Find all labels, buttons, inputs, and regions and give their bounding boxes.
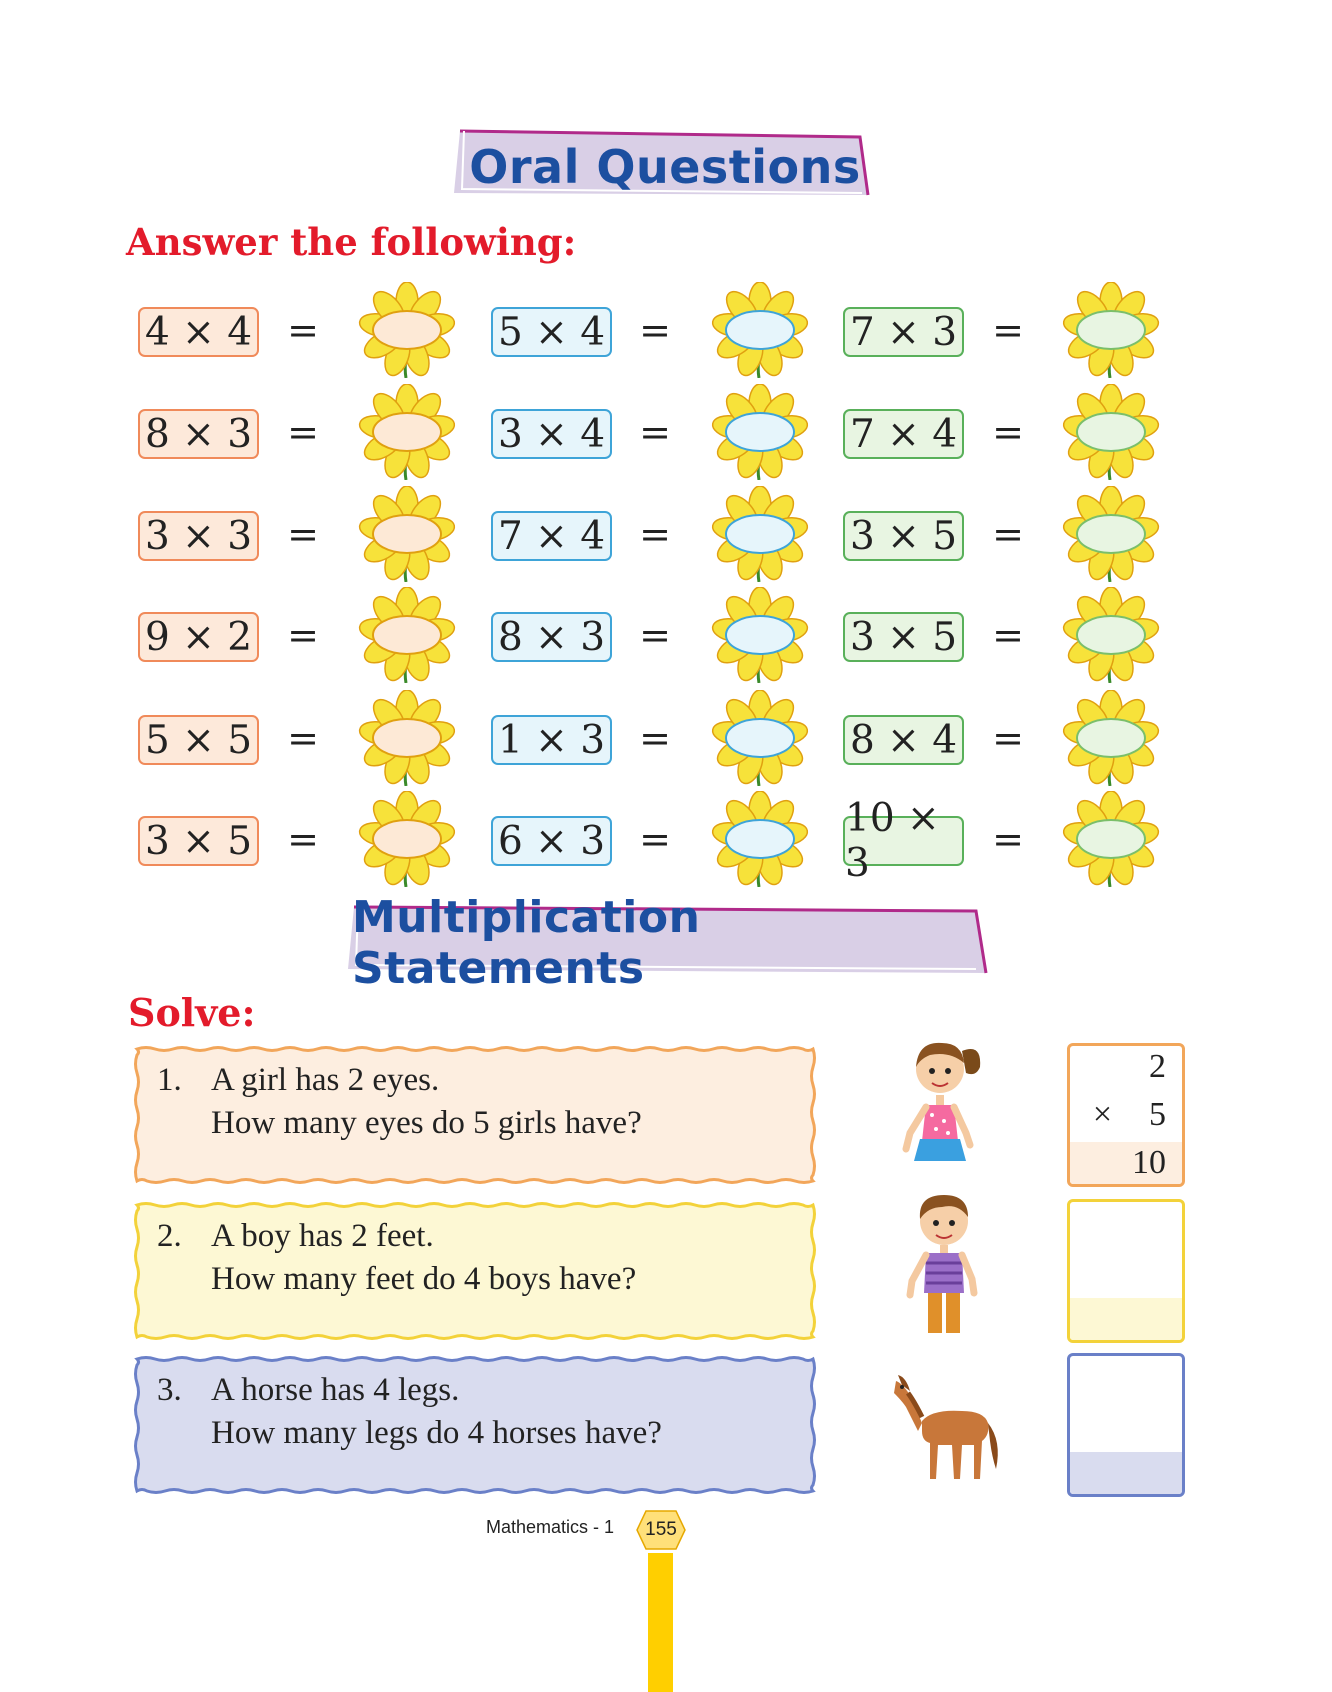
page-color-strip (648, 1553, 673, 1692)
equals-sign: = (992, 716, 1024, 760)
equals-sign: = (639, 716, 671, 760)
multiplication-expression: 3 × 4 (491, 409, 612, 459)
equals-sign: = (287, 512, 319, 556)
multiplication-expression: 7 × 3 (843, 307, 964, 357)
horse-illustration (892, 1361, 1004, 1489)
flower-answer-field[interactable] (1048, 791, 1174, 887)
question-2-box (133, 1199, 817, 1343)
oral-row (0, 506, 1332, 566)
answer-multiplier: 5 (1149, 1096, 1166, 1133)
question-number: 3. (157, 1372, 182, 1408)
oral-questions-title: Oral Questions (469, 140, 861, 194)
multiplication-expression: 3 × 5 (138, 816, 259, 866)
question-number: 2. (157, 1218, 182, 1254)
multiplication-expression: 10 × 3 (843, 816, 964, 866)
equals-sign: = (287, 308, 319, 352)
flower-answer-field[interactable] (344, 791, 470, 887)
equals-sign: = (992, 410, 1024, 454)
multiplication-statements-banner (346, 892, 988, 994)
girl-illustration (900, 1033, 992, 1175)
multiplication-expression: 1 × 3 (491, 715, 612, 765)
flower-answer-field[interactable] (697, 690, 823, 786)
equals-sign: = (992, 308, 1024, 352)
equals-sign: = (639, 410, 671, 454)
flower-answer-field[interactable] (697, 282, 823, 378)
flower-answer-field[interactable] (1048, 384, 1174, 480)
multiplication-expression: 6 × 3 (491, 816, 612, 866)
multiplication-expression: 5 × 4 (491, 307, 612, 357)
oral-row (0, 710, 1332, 770)
equals-sign: = (992, 817, 1024, 861)
multiplication-expression: 3 × 5 (843, 511, 964, 561)
answer-box-3[interactable] (1067, 1353, 1185, 1497)
equals-sign: = (639, 817, 671, 861)
multiplication-expression: 7 × 4 (491, 511, 612, 561)
multiplication-expression: 7 × 4 (843, 409, 964, 459)
question-statement: A girl has 2 eyes. (211, 1062, 440, 1098)
oral-questions-banner (452, 127, 872, 207)
answer-result: 10 (1132, 1144, 1166, 1181)
flower-answer-field[interactable] (697, 587, 823, 683)
question-number: 1. (157, 1062, 182, 1098)
multiplication-expression: 8 × 3 (491, 612, 612, 662)
boy-illustration (902, 1189, 984, 1337)
answer-top-number: 2 (1149, 1048, 1166, 1085)
flower-answer-field[interactable] (344, 384, 470, 480)
flower-answer-field[interactable] (344, 587, 470, 683)
answer-box-2[interactable] (1067, 1199, 1185, 1343)
flower-answer-field[interactable] (1048, 690, 1174, 786)
flower-answer-field[interactable] (344, 690, 470, 786)
flower-answer-field[interactable] (1048, 587, 1174, 683)
equals-sign: = (992, 512, 1024, 556)
equals-sign: = (287, 817, 319, 861)
flower-answer-field[interactable] (697, 791, 823, 887)
flower-answer-field[interactable] (1048, 486, 1174, 582)
question-1-box (133, 1043, 817, 1187)
question-ask: How many legs do 4 horses have? (211, 1415, 662, 1451)
equals-sign: = (287, 716, 319, 760)
multiplication-expression: 4 × 4 (138, 307, 259, 357)
equals-sign: = (639, 308, 671, 352)
multiply-sign: × (1092, 1096, 1112, 1133)
flower-answer-field[interactable] (697, 384, 823, 480)
question-ask: How many feet do 4 boys have? (211, 1261, 637, 1297)
multiplication-statements-title: Multiplication Statements (352, 892, 701, 994)
question-3-box (133, 1353, 817, 1497)
question-statement: A boy has 2 feet. (211, 1218, 434, 1254)
oral-row (0, 302, 1332, 362)
equals-sign: = (287, 410, 319, 454)
multiplication-expression: 3 × 5 (843, 612, 964, 662)
equals-sign: = (992, 613, 1024, 657)
solve-instruction: Solve: (128, 990, 256, 1035)
flower-answer-field[interactable] (344, 282, 470, 378)
flower-answer-field[interactable] (1048, 282, 1174, 378)
multiplication-expression: 8 × 4 (843, 715, 964, 765)
equals-sign: = (639, 613, 671, 657)
answer-instruction: Answer the following: (126, 220, 577, 264)
footer-subject: Mathematics - 1 (486, 1517, 615, 1537)
multiplication-expression: 5 × 5 (138, 715, 259, 765)
flower-answer-field[interactable] (344, 486, 470, 582)
multiplication-expression: 9 × 2 (138, 612, 259, 662)
oral-row (0, 607, 1332, 667)
multiplication-expression: 3 × 3 (138, 511, 259, 561)
answer-box-1[interactable] (1067, 1043, 1185, 1187)
question-statement: A horse has 4 legs. (211, 1372, 460, 1408)
page-number: 155 (645, 1519, 677, 1540)
equals-sign: = (639, 512, 671, 556)
oral-row (0, 796, 1332, 886)
equals-sign: = (287, 613, 319, 657)
flower-answer-field[interactable] (697, 486, 823, 582)
oral-row (0, 404, 1332, 464)
multiplication-expression: 8 × 3 (138, 409, 259, 459)
question-ask: How many eyes do 5 girls have? (211, 1105, 642, 1141)
